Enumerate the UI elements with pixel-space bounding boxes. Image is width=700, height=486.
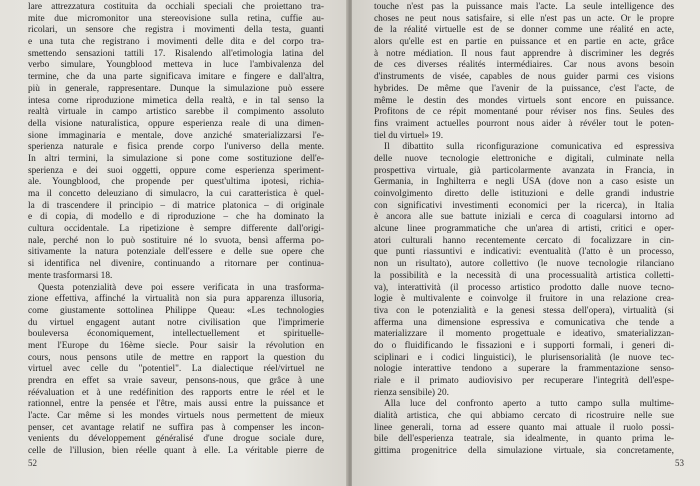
text-line: materializzare il momento progettuale e ideativo, smaterializzan- bbox=[374, 329, 674, 340]
text-line: choses ne peut nous satisfaire, si elle n'est pas un acte. Or le propre bbox=[374, 13, 674, 24]
text-line: du virtuel engagent autant notre civilisation que l'imprimerie bbox=[28, 317, 324, 328]
text-line: atori culturali hanno recentemente cercato di focalizzare in cin- bbox=[374, 235, 674, 246]
right-page bbox=[352, 0, 700, 486]
text-line: zione effettiva, affinché la virtualità non sia pura apparenza illusoria, bbox=[28, 294, 324, 305]
text-line: e di copia, di modello e di riproduzione – che ha dominato la bbox=[28, 212, 324, 223]
text-line: sitivamente la natura potenziale dell'essere e delle sue opere che bbox=[28, 247, 324, 258]
text-line: mente trasformarsi 18. bbox=[28, 270, 113, 281]
text-line: verbo simulare, Youngblood metteva in luce l'ambivalenza del bbox=[28, 60, 324, 71]
text-line: l'acte. Car même si les mondes virtuels nous permettent de mieux bbox=[28, 411, 324, 422]
text-line: smettendo sensazioni tattili 17. Risalendo all'etimologia latina del bbox=[28, 48, 324, 59]
text-line: la di trascendere il principio – di matrice platonica – di originale bbox=[28, 200, 324, 211]
page-number: 53 bbox=[675, 458, 684, 468]
text-line: dialità artistica, che qui abbiamo cercato di ricostruire nelle sue bbox=[374, 411, 674, 422]
text-line: come giustamente sottolinea Philippe Queau: «Les technologies bbox=[28, 305, 324, 316]
text-line: sperienza e dei suoi oggetti, oppure come esperienza speriment- bbox=[28, 165, 324, 176]
text-line: termine, che da una parte significava imitare e fingere e dall'altra, bbox=[28, 72, 324, 83]
text-line: tiva con le potenzialità e la genesi stessa dell'opera), virtualità (si bbox=[374, 305, 674, 316]
text-line: réévaluation et à une redéfinition des rapports entre le réel et le bbox=[28, 387, 324, 398]
text-line: la possibilità e la necessità di una processualità artistica colletti- bbox=[374, 270, 674, 281]
left-page-text bbox=[28, 2, 324, 458]
text-line: que punti riassuntivi e indicativi: eventualità (l'atto è un processo, bbox=[374, 247, 674, 258]
text-line: delle nuove tecnologie elettroniche e digitali, culminate nella bbox=[374, 153, 674, 164]
text-line: Il dibattito sulla riconfigurazione comunicativa ed espressiva bbox=[384, 142, 674, 153]
text-line: ale. Youngblood, che propende per quest'ultima ipotesi, richia- bbox=[28, 177, 324, 188]
text-line: ment l'Europe du 16ème siecle. Pour saisir la révolution en bbox=[28, 340, 324, 351]
text-line: cours, nous pensons utile de mettre en rapport la question du bbox=[28, 352, 324, 363]
text-line: de ces diverses réalités intermédiaires. Car nous avons besoin bbox=[374, 60, 674, 71]
text-line: logie è multivalente e coinvolge il fruitore in una relazione crea- bbox=[374, 294, 674, 305]
text-line: tiel du virtuel» 19. bbox=[374, 130, 444, 141]
text-line: Alla luce del confronto aperto a tutto campo sulla multime- bbox=[384, 399, 674, 410]
text-line: cultura occidentale. La ripetizione è sempre differente dall'origi- bbox=[28, 224, 324, 235]
text-line: Profitons de ce répit momentané pour réviser nos fins. Seules des bbox=[374, 107, 674, 118]
text-line: ma il concetto deleuziano di simulacro, la cui caratteristica è quel- bbox=[28, 189, 324, 199]
text-line: hybrides. De même que l'avenir de la puissance, c'est l'acte, de bbox=[374, 83, 674, 94]
text-line: afferma una dimensione espressiva e comunicativa che tende a bbox=[374, 317, 674, 328]
text-line: sciplinari e i codici linguistici), le plurisensorialità (le nuove tec- bbox=[374, 352, 674, 363]
text-line: celle de l'illusion, bien réelle quant à elle. La véritable pierre de bbox=[28, 446, 324, 457]
text-line: de la réalité virtuelle est de se donner comme une réalité en acte, bbox=[374, 25, 674, 36]
text-line: linee generali, torna ad essere quanto mai attuale il ruolo possi- bbox=[374, 422, 674, 433]
text-line: venients du développement généralisé d'une drogue sociale dure, bbox=[28, 434, 324, 445]
text-line: intesa come riproduzione mimetica della realtà, e in tal senso la bbox=[28, 95, 324, 106]
text-line: si identifica nel divenire, continuando a ritornare per continua- bbox=[28, 259, 324, 270]
text-line: Questa potenzialità deve poi essere verificata in una trasforma- bbox=[38, 282, 324, 293]
text-line: gittima progenitrice della simulazione virtuale, sia concretamente, bbox=[374, 446, 674, 457]
text-line: d'instruments de visée, capables de nous guider parmi ces visions bbox=[374, 72, 674, 83]
text-line: è ancora alle sue battute iniziali e cerca di coagularsi intorno ad bbox=[374, 212, 674, 223]
text-line: alors qu'elle est en partie en puissance et en partie en acte, grâce bbox=[374, 37, 674, 48]
left-page bbox=[0, 0, 348, 486]
text-line: fins vraiment actuelles pourront nous aider à révéler tout le poten- bbox=[374, 118, 674, 129]
text-line: della visione naturalistica, oppure esperienza reale di una dimen- bbox=[28, 118, 324, 129]
text-line: même le destin des mondes virtuels sont encore en puissance. bbox=[374, 95, 674, 106]
text-line: ricolari, un sensore che registra i movimenti della testa, guanti bbox=[28, 25, 324, 36]
text-line: va), interattività (il processo artistico prodotto dalle nuove tecno- bbox=[374, 282, 674, 293]
text-line: riale e il primato audiovisivo per recuperare l'integrità dell'espe- bbox=[374, 376, 674, 386]
text-line: In altri termini, la simulazione si pone come sostituzione dell'e- bbox=[28, 153, 324, 164]
text-line: con significativi investimenti economici per la ricerca), in Italia bbox=[374, 200, 674, 211]
text-line: prospettiva virtuale, già particolarmente avanzata in Francia, in bbox=[374, 165, 674, 176]
text-line: rationnel, entre la pensée et l'être, mais aussi entre la puissance et bbox=[28, 399, 324, 410]
text-line: bile dell'esperienza teatrale, sia idealmente, in quanto prima le- bbox=[374, 434, 674, 445]
text-line: penser, cet avantage relatif ne suffira pas à compenser les incon- bbox=[28, 422, 324, 433]
text-line: non un risultato), autore collettivo (le nuove tecnologie rilanciano bbox=[374, 259, 674, 270]
text-line: nologie interattive tendono a superare la frammentazione senso- bbox=[374, 364, 674, 375]
text-line: alcune linee programmatiche che un'area di artisti, critici e oper- bbox=[374, 224, 674, 235]
text-line: virtuel avec celle du "potentiel". La dialectique réel/virtuel ne bbox=[28, 364, 324, 375]
text-line: prendra en effet sa vraie saveur, pensons-nous, que grâce à une bbox=[28, 376, 324, 386]
text-line: mite due micromonitor una stereovisione sulla retina, cuffie au- bbox=[28, 13, 324, 24]
page-number: 52 bbox=[28, 458, 37, 468]
text-line: coinvolgimento diretto delle istituzioni e delle grandi industrie bbox=[374, 189, 674, 199]
text-line: Germania, in Inghilterra e negli USA (dove non a caso esiste un bbox=[374, 177, 674, 188]
text-line: realtà virtuale in campo artistico sarebbe il compimento assoluto bbox=[28, 107, 324, 118]
text-line: do o fluidificando le fissazioni e i supporti formali, i generi di- bbox=[374, 340, 674, 351]
text-line: nale, perché non lo può sostituire né lo svuota, bensì afferma po- bbox=[28, 235, 324, 246]
text-line: sperienza naturale e fisica prende corpo l'universo della mente. bbox=[28, 142, 324, 153]
text-line: più in generale, rappresentare. Dunque la simulazione può essere bbox=[28, 83, 324, 94]
text-line: bouleversa économiquement, intellectuellement et spirituelle- bbox=[28, 329, 324, 340]
text-line: touche n'est pas la puissance mais l'acte. La seule intelligence des bbox=[374, 2, 674, 12]
text-line: sione immaginaria e mentale, dove anziché smaterializzarsi l'e- bbox=[28, 130, 324, 141]
text-line: e una tuta che registrano i movimenti delle dita e del corpo tra- bbox=[28, 37, 324, 48]
text-line: lare attrezzatura costituita da occhiali speciali che proiettano tra- bbox=[28, 2, 324, 12]
text-line: rienza sensibile) 20. bbox=[374, 387, 449, 398]
text-line: à notre médiation. Il nous faut apprendre à discriminer les degrés bbox=[374, 48, 674, 59]
right-page-text bbox=[374, 2, 674, 458]
